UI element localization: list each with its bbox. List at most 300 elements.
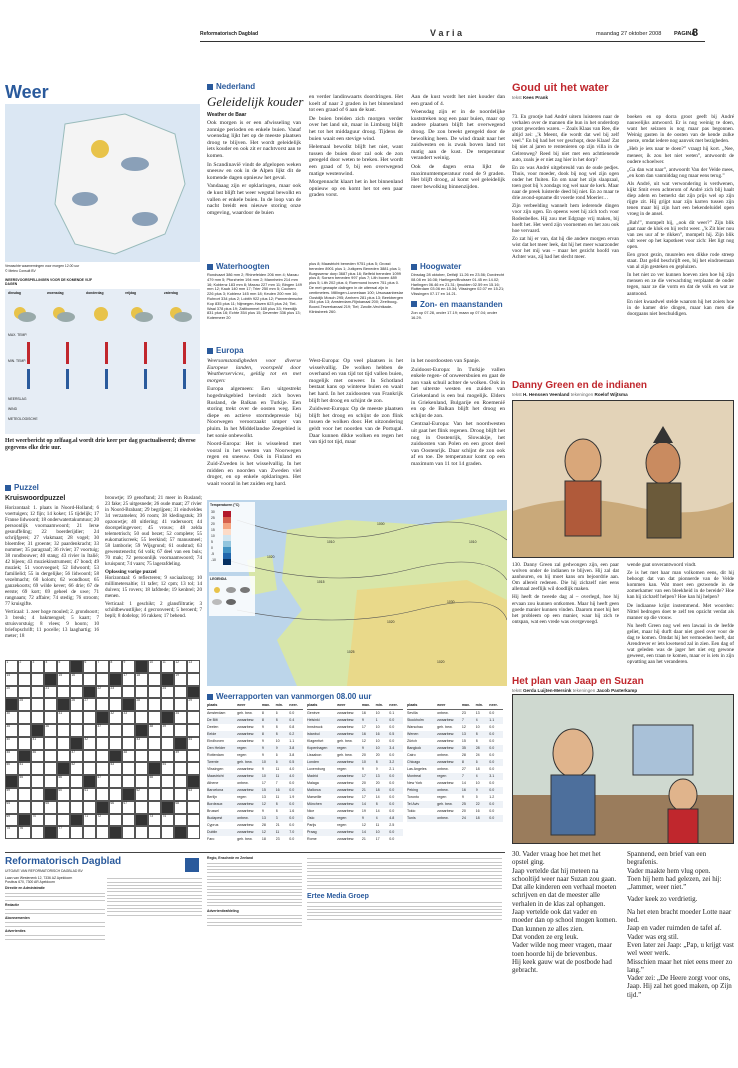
table-cell: zwaarbew.: [237, 767, 255, 771]
crossword-cell[interactable]: [83, 801, 96, 814]
crossword-cell-number: 7: [97, 660, 100, 664]
table-row: [207, 794, 303, 801]
legend-symbols: [209, 582, 255, 612]
crossword-cell[interactable]: [174, 750, 187, 763]
table-cell: 12: [261, 802, 266, 806]
crossword-cell[interactable]: [174, 660, 187, 673]
crossword-cell[interactable]: [57, 660, 70, 673]
crossword-cell[interactable]: [174, 724, 187, 737]
crossword-cell[interactable]: [174, 801, 187, 814]
crossword-cell[interactable]: [57, 686, 70, 699]
crossword-cell[interactable]: [70, 750, 83, 763]
table-cell: 20: [375, 753, 380, 757]
crossword-cell[interactable]: [31, 660, 44, 673]
crossword-cell[interactable]: [70, 788, 83, 801]
goud-byline: [512, 95, 734, 101]
crossword-cell[interactable]: [122, 660, 135, 673]
table-header-cell: min.: [375, 703, 383, 707]
crossword-cell[interactable]: [135, 826, 148, 839]
table-cell: zwaarbew.: [237, 718, 255, 722]
crossword-cell[interactable]: [161, 660, 174, 673]
table-cell: 14: [375, 809, 380, 813]
crossword-cell[interactable]: [148, 698, 161, 711]
crossword-cell[interactable]: [122, 711, 135, 724]
europa-col2: [309, 358, 403, 446]
table-cell: geh. bew.: [237, 711, 253, 715]
crossword-cell[interactable]: [96, 750, 109, 763]
crossword-cell[interactable]: [5, 724, 18, 737]
crossword-cell[interactable]: [161, 788, 174, 801]
crossword-cell[interactable]: [187, 826, 200, 839]
hoogwater-column: [411, 262, 507, 321]
crossword-cell[interactable]: [161, 724, 174, 737]
paragraph: Toen hij hem had gelezen, zei hij: „Jammer, weer niet.”: [627, 874, 722, 892]
table-cell: Montreal: [407, 774, 421, 778]
crossword-cell[interactable]: [5, 801, 18, 814]
crossword-cell[interactable]: [83, 737, 96, 750]
nederland-col1: [207, 120, 301, 216]
crossword-cell[interactable]: [70, 724, 83, 737]
crossword-cell-number: 23: [110, 685, 115, 690]
crossword-cell[interactable]: [161, 762, 174, 775]
crossword-cell[interactable]: [83, 673, 96, 686]
crossword-cell[interactable]: [148, 686, 161, 699]
table-cell: Stockholm: [407, 718, 424, 722]
crossword-cell[interactable]: [31, 673, 44, 686]
europa-block: [207, 346, 507, 496]
table-row: [407, 787, 503, 794]
crossword-cell[interactable]: [83, 788, 96, 801]
crossword-cell[interactable]: [174, 711, 187, 724]
table-cell: 0.0: [289, 802, 295, 806]
table-row: [307, 759, 403, 766]
colofon-col2: [107, 876, 202, 918]
crossword-cell[interactable]: [83, 826, 96, 839]
weerrapporten-block: [207, 692, 507, 850]
crossword-cell[interactable]: [57, 750, 70, 763]
crossword-cell[interactable]: [96, 698, 109, 711]
crossword-cell[interactable]: [18, 686, 31, 699]
crossword-cell[interactable]: [96, 775, 109, 788]
crossword-cell[interactable]: [31, 711, 44, 724]
crossword-cell[interactable]: [44, 737, 57, 750]
crossword-cell[interactable]: [57, 711, 70, 724]
crossword-cell[interactable]: [44, 814, 57, 827]
crossword-cell[interactable]: [96, 737, 109, 750]
crossword-cell[interactable]: [44, 775, 57, 788]
byline-author: H. Henssen Veenland: [522, 392, 570, 397]
crossword-cell[interactable]: [109, 698, 122, 711]
table-cell: 12: [461, 725, 466, 729]
crossword-cell[interactable]: [174, 814, 187, 827]
crossword-cell[interactable]: [187, 711, 200, 724]
crossword-cell[interactable]: [96, 826, 109, 839]
crossword-cell[interactable]: [70, 686, 83, 699]
crossword-cell-number: 75: [6, 826, 11, 831]
crossword-cell[interactable]: [148, 775, 161, 788]
crossword-cell[interactable]: [44, 801, 57, 814]
table-cell: zwaarbew.: [237, 774, 255, 778]
crossword-cell[interactable]: [148, 788, 161, 801]
crossword-cell[interactable]: [5, 788, 18, 801]
crossword-cell[interactable]: [122, 801, 135, 814]
crossword-cell[interactable]: [44, 750, 57, 763]
crossword-cell[interactable]: [187, 801, 200, 814]
crossword-cell[interactable]: [83, 711, 96, 724]
crossword-cell[interactable]: [57, 814, 70, 827]
crossword-cell[interactable]: [122, 814, 135, 827]
crossword-cell[interactable]: [31, 826, 44, 839]
table-cell: zwaarbew.: [437, 809, 455, 813]
paragraph: Jaap en vader ruimden de tafel af.: [627, 924, 722, 933]
crossword-cell[interactable]: [44, 698, 57, 711]
crossword-cell[interactable]: [187, 698, 200, 711]
crossword-cell-number: 17: [123, 672, 128, 677]
crossword-black-cell: [161, 801, 174, 814]
crossword-cell[interactable]: [31, 686, 44, 699]
table-cell: 0.8: [289, 725, 295, 729]
table-cell: 3: [275, 816, 278, 820]
crossword-cell[interactable]: [187, 750, 200, 763]
crossword-cell[interactable]: [135, 788, 148, 801]
forecast-day: donderdag: [86, 291, 104, 295]
crossword-cell[interactable]: [70, 698, 83, 711]
table-cell: Parijs: [307, 823, 316, 827]
paragraph: Misschien maar het niet eens meer zo lang.”: [627, 957, 733, 974]
crossword-black-cell: [174, 826, 187, 839]
crossword-cell[interactable]: [161, 814, 174, 827]
crossword-cell[interactable]: [135, 711, 148, 724]
crossword-black-cell: [161, 673, 174, 686]
crossword-cell[interactable]: [57, 788, 70, 801]
table-row: [307, 787, 403, 794]
crossword-cell-number: 11: [162, 660, 166, 664]
table-cell: 17: [261, 781, 266, 785]
table-row: [407, 724, 503, 731]
cloud-icon: [226, 587, 236, 593]
table-cell: geh. bew.: [237, 760, 253, 764]
crossword-cell[interactable]: [148, 801, 161, 814]
crossword-cell[interactable]: [135, 686, 148, 699]
table-cell: Praag: [307, 830, 317, 834]
crossword-cell-number: 3: [32, 660, 35, 664]
crossword-cell[interactable]: [148, 737, 161, 750]
crossword-cell[interactable]: [161, 826, 174, 839]
crossword-cell[interactable]: [122, 762, 135, 775]
table-cell: 0.0: [389, 802, 395, 806]
crossword-cell[interactable]: [5, 814, 18, 827]
crossword-cell-number: 44: [188, 736, 193, 741]
crossword-cell[interactable]: [187, 762, 200, 775]
crossword-cell[interactable]: [122, 673, 135, 686]
crossword-cell[interactable]: [5, 826, 18, 839]
crossword-cell[interactable]: [161, 698, 174, 711]
crossword-cell[interactable]: [70, 826, 83, 839]
crossword-cell[interactable]: [57, 724, 70, 737]
table-cell: 3.8: [289, 753, 295, 757]
table-cell: zwaarbew.: [237, 830, 255, 834]
crossword-cell-number: 65: [45, 800, 50, 805]
crossword-cell[interactable]: [161, 775, 174, 788]
crossword-cell[interactable]: [174, 673, 187, 686]
crossword-cell[interactable]: [83, 724, 96, 737]
crossword-cell-number: 16: [71, 672, 76, 677]
table-cell: 20: [361, 781, 366, 785]
table-cell: 4: [475, 718, 478, 722]
crossword-cell[interactable]: [174, 775, 187, 788]
table-cell: Budapest: [207, 816, 223, 820]
crossword-cell-number: 58: [149, 775, 154, 780]
crossword-cell[interactable]: [161, 750, 174, 763]
weather-report-column: [407, 702, 503, 822]
table-row: [407, 710, 503, 717]
temp-color-scale: [223, 511, 231, 565]
crossword-cell[interactable]: [83, 762, 96, 775]
crossword-cell[interactable]: [57, 775, 70, 788]
crossword-cell[interactable]: [135, 750, 148, 763]
crossword-cell[interactable]: [122, 775, 135, 788]
crossword-cell[interactable]: [70, 801, 83, 814]
crossword-cell[interactable]: [135, 698, 148, 711]
table-cell: zwaarbew.: [237, 732, 255, 736]
crossword-cell[interactable]: [5, 750, 18, 763]
goud-block: [512, 82, 734, 372]
paragraph: 130. Danny Green zal gedwongen zijn, een paar wolven onder de indianen te blijven. Hij zal dat aanhouren, en hij moet kans om bejoordrie aan. Om allereit redenen. Die hij zichzelf niet eens allemaal zeeflijk wil doodlijk maken.: [512, 562, 619, 593]
crossword-cell[interactable]: [70, 673, 83, 686]
table-cell: zwaarbew.: [337, 795, 355, 799]
divider: [5, 852, 505, 853]
crossword-cell-number: 42: [84, 736, 89, 741]
crossword-cell[interactable]: [187, 660, 200, 673]
crossword-cell[interactable]: [109, 775, 122, 788]
crossword-cell[interactable]: [135, 775, 148, 788]
isobar-label: 1010: [469, 540, 477, 544]
crossword-cell[interactable]: [18, 673, 31, 686]
netherlands-map-shape: [5, 104, 200, 262]
table-cell: 8: [375, 802, 378, 806]
crossword-cell[interactable]: [5, 660, 18, 673]
crossword-cell[interactable]: [122, 826, 135, 839]
table-cell: 4: [475, 774, 478, 778]
crossword-cell[interactable]: [109, 660, 122, 673]
vertical-clues-continued: brouwtje; 19 genoftand; 21 meer in Rusland; 23 fake; 25 uitgesnede; 26 oude maat; 27 rivier in Noord-Brabant; 29 begrijpen; 31 eindveldes 34 verzamelen; 36 room; 38 kledingstuk; 39 opzouwtje; 40 uitlering; 41 vadersoort; 44 doorspelingevoer; 45 vrouw; 48 zelda telemetrisch; 50 oud bezet; 52 complete; 55 eukomatiscreek; 55 leerkind; 57 manusmeel; 58 lamborie; 59 Wijsgrond; 61 oudstud; 63 gewenstenecht; 64 volk; 67 deel van een buis; 70 mak; 72 persoonlijk voornaamwoord; 74 kruispunt; 74 vaars; 75 lagerafdeling.: [105, 495, 202, 567]
table-cell: 16: [461, 788, 466, 792]
table-cell: zwaarbew.: [337, 781, 355, 785]
crossword-cell[interactable]: [70, 711, 83, 724]
europa-head: Europa: [207, 346, 507, 355]
crossword-black-cell: [122, 698, 135, 711]
paragraph: wende gaat onverantwoord vindt.: [627, 562, 697, 568]
colofon-subtitle: UITGAVE VAN REFORMATORISCH DAGBLAD BV: [5, 869, 83, 873]
puzzel-col1: [5, 505, 99, 639]
jaap-byline: [512, 688, 734, 694]
nederland-block: [207, 82, 507, 252]
crossword-cell[interactable]: [5, 711, 18, 724]
crossword-cell[interactable]: [44, 660, 57, 673]
table-cell: Zürich: [407, 739, 417, 743]
crossword-cell[interactable]: [109, 711, 122, 724]
crossword-cell[interactable]: [83, 814, 96, 827]
placeholder-lines: [307, 902, 502, 919]
crossword-cell[interactable]: [18, 711, 31, 724]
crossword-cell[interactable]: [31, 750, 44, 763]
crossword-cell[interactable]: [18, 724, 31, 737]
crossword-cell[interactable]: [135, 737, 148, 750]
crossword-cell[interactable]: [5, 737, 18, 750]
table-cell: 3.8: [289, 746, 295, 750]
crossword-cell[interactable]: [148, 673, 161, 686]
table-header-cell: max.: [361, 703, 371, 707]
crossword-cell[interactable]: [31, 788, 44, 801]
crossword-cell[interactable]: [109, 737, 122, 750]
crossword-cell[interactable]: [122, 737, 135, 750]
crossword-cell[interactable]: [109, 724, 122, 737]
table-cell: Eelde: [207, 732, 217, 736]
crossword-cell[interactable]: [174, 686, 187, 699]
paragraph: Vader keek zo verdrietig.: [627, 895, 698, 904]
crossword-cell[interactable]: [18, 660, 31, 673]
crossword-cell[interactable]: [109, 801, 122, 814]
crossword-cell[interactable]: [18, 762, 31, 775]
crossword-cell[interactable]: [70, 775, 83, 788]
table-cell: 10: [261, 774, 266, 778]
crossword-cell-number: 37: [97, 724, 102, 728]
crossword-cell[interactable]: [83, 698, 96, 711]
isobar-label: 1025: [347, 650, 355, 654]
crossword-cell[interactable]: [161, 737, 174, 750]
crossword-cell[interactable]: [96, 660, 109, 673]
crossword-cell[interactable]: [148, 814, 161, 827]
crossword-cell[interactable]: [122, 750, 135, 763]
crossword-cell[interactable]: [44, 724, 57, 737]
table-cell: 0.0: [489, 781, 495, 785]
crossword-cell[interactable]: [148, 826, 161, 839]
crossword-cell-number: 53: [110, 762, 115, 767]
crossword-cell[interactable]: [57, 737, 70, 750]
crossword-cell[interactable]: [122, 724, 135, 737]
table-cell: Twente: [207, 760, 219, 764]
crossword-cell[interactable]: [109, 814, 122, 827]
temp-scale-value: 5: [211, 540, 213, 544]
crossword-cell[interactable]: [96, 814, 109, 827]
paragraph: Ook morgen is er een afwisseling van zonnige perioden en enkele buien. Vanaf woensdag lijkt het op de meeste plaatsen droog te blijven. Het wordt geleidelijk iets kouder en ook zit er nachtvorst aan te komen.: [207, 120, 301, 159]
table-cell: 0.0: [289, 823, 295, 827]
table-cell: 21: [275, 823, 280, 827]
crossword-cell[interactable]: [44, 686, 57, 699]
crossword-cell[interactable]: [18, 737, 31, 750]
crossword-black-cell: [31, 724, 44, 737]
table-row: [407, 717, 503, 724]
crossword-cell[interactable]: [83, 750, 96, 763]
crossword-cell[interactable]: [96, 686, 109, 699]
table-row: [207, 710, 303, 717]
forecast-day: woensdag: [47, 291, 64, 295]
crossword-cell[interactable]: [31, 801, 44, 814]
crossword-cell[interactable]: [18, 775, 31, 788]
crossword-cell[interactable]: [187, 788, 200, 801]
crossword-cell[interactable]: [148, 750, 161, 763]
crossword-cell[interactable]: [5, 686, 18, 699]
temp-scale-value: 10: [211, 534, 215, 538]
zon-text: Zon op 07.28, onder 17.19; maan op 07.04; onder 16.29.: [411, 309, 498, 320]
crossword-cell[interactable]: [18, 801, 31, 814]
crossword-cell[interactable]: [148, 724, 161, 737]
table-cell: Londen: [307, 760, 319, 764]
crossword-cell[interactable]: [187, 724, 200, 737]
table-cell: 0.0: [389, 718, 395, 722]
crossword-cell[interactable]: [57, 673, 70, 686]
table-cell: zwaarbew.: [337, 837, 355, 841]
crossword-cell[interactable]: [44, 762, 57, 775]
crossword-cell-number: 26: [71, 698, 76, 703]
crossword-cell[interactable]: [57, 826, 70, 839]
crossword-cell[interactable]: [18, 698, 31, 711]
crossword-cell[interactable]: [31, 698, 44, 711]
crossword-cell[interactable]: [148, 711, 161, 724]
crossword-cell[interactable]: [96, 762, 109, 775]
crossword-black-cell: [187, 686, 200, 699]
crossword-cell[interactable]: [96, 673, 109, 686]
table-cell: 12: [261, 830, 266, 834]
crossword-cell[interactable]: [174, 788, 187, 801]
sun-icon: [91, 140, 109, 158]
crossword-cell[interactable]: [109, 788, 122, 801]
table-cell: 18: [261, 837, 266, 841]
sun-cloud-icon: [14, 307, 36, 322]
crossword-cell[interactable]: [174, 762, 187, 775]
crossword-cell[interactable]: [70, 762, 83, 775]
crossword-cell[interactable]: [31, 814, 44, 827]
crossword-cell[interactable]: [31, 737, 44, 750]
crossword-cell[interactable]: [187, 814, 200, 827]
crossword-cell[interactable]: [57, 801, 70, 814]
crossword-cell[interactable]: [174, 698, 187, 711]
isobar-label: 1015: [317, 580, 325, 584]
table-cell: zwaarbew.: [437, 718, 455, 722]
crossword-cell[interactable]: [187, 737, 200, 750]
crossword-cell[interactable]: [135, 801, 148, 814]
crossword-cell[interactable]: [161, 686, 174, 699]
table-cell: Rotterdam: [207, 753, 224, 757]
weer-caption: Het weerbericht op zelfaag.al wordt drie keer per dag geactualiseerd; diverse gegevens elke drie uur.: [5, 438, 196, 451]
crossword-cell[interactable]: [135, 762, 148, 775]
table-cell: 16: [475, 809, 480, 813]
crossword-cell[interactable]: [5, 762, 18, 775]
crossword-cell[interactable]: [31, 775, 44, 788]
crossword-cell[interactable]: [187, 673, 200, 686]
crossword-cell[interactable]: [5, 673, 18, 686]
crossword-cell[interactable]: [83, 660, 96, 673]
crossword-cell[interactable]: [18, 788, 31, 801]
crossword-cell[interactable]: [96, 788, 109, 801]
table-cell: 13: [375, 774, 380, 778]
crossword-black-cell: [135, 660, 148, 673]
crossword-cell-number: 47: [71, 749, 76, 754]
crossword-cell[interactable]: [31, 762, 44, 775]
crossword-cell[interactable]: [109, 762, 122, 775]
crossword-cell[interactable]: [44, 711, 57, 724]
crossword-cell[interactable]: [18, 826, 31, 839]
crossword-cell[interactable]: [135, 673, 148, 686]
crossword-cell[interactable]: [122, 686, 135, 699]
table-cell: Athene: [207, 781, 219, 785]
table-row: [207, 745, 303, 752]
crossword-cell[interactable]: [109, 686, 122, 699]
crossword-cell[interactable]: [96, 724, 109, 737]
crossword-cell[interactable]: [148, 660, 161, 673]
table-cell: Helsinki: [307, 718, 320, 722]
table-cell: zwaarbew.: [237, 788, 255, 792]
